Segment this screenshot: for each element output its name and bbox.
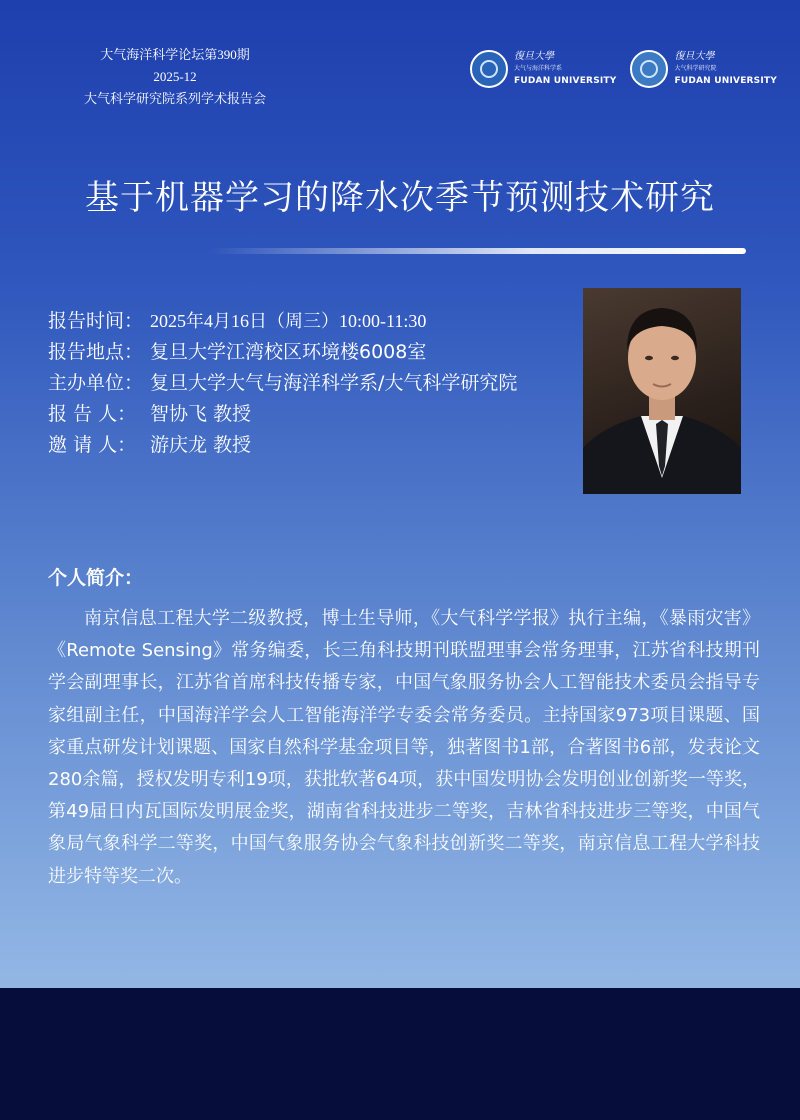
dept-logo [470, 50, 616, 88]
report-title: 基于机器学习的降水次季节预测技术研究 [85, 178, 715, 218]
speaker-value: 智协飞 教授 [150, 403, 252, 425]
info-location [48, 337, 588, 368]
bio-text: 南京信息工程大学二级教授，博士生导师，《大气科学学报》执行主编，《暴雨灾害》《Remote Sensing》常务编委，长三角科技期刊联盟理事会常务理事，江苏省科技期刊学会副理事长，江苏省首席科技传播专家，中国气象服务协会人工智能技术委员会指导专家组副主任，中国海洋学会人工智能海洋学专委会常务委员。主持国家973项目课题、国家重点研发计划课题、国家自然科学基金项目等，独著图书1部，合著图书6部，发表论文280余篇，授权发明专利19项，获批软著64项，获中国发明协会发明创业创新奖一等奖，第49届日内瓦国际发明展金奖，湖南省科技进步二等奖，吉林省科技进步三等奖，中国气象局气象科学二等奖，中国气象服务协会气象科技创新奖二等奖，南京信息工程大学科技进步特等奖二次。 [48, 608, 760, 887]
info-host [48, 368, 588, 399]
footer-band [0, 988, 800, 1120]
forum-date: 2025-12 [153, 69, 197, 84]
dept-logo-en: FUDAN UNIVERSITY [514, 76, 617, 86]
title-underline [210, 248, 746, 254]
report-info [48, 306, 588, 461]
time-value: 2025年4月16日（周三）10:00-11:30 [150, 311, 427, 331]
speaker-label: 报 告 人： [48, 403, 137, 425]
forum-series: 大气科学研究院系列学术报告会 [83, 91, 266, 106]
forum-header [60, 44, 290, 110]
host-value: 复旦大学大气与海洋科学系/大气科学研究院 [150, 372, 518, 394]
info-inviter [48, 430, 588, 461]
info-speaker [48, 399, 588, 430]
institute-seal-icon [630, 50, 668, 88]
speaker-portrait-icon [583, 288, 741, 494]
inviter-value: 游庆龙 教授 [150, 434, 252, 456]
info-time [48, 306, 588, 337]
time-label: 报告时间： [48, 310, 144, 332]
host-label: 主办单位： [48, 372, 144, 394]
bio-heading: 个人简介： [48, 567, 144, 589]
location-value: 复旦大学江湾校区环境楼6008室 [150, 341, 427, 363]
forum-issue: 大气海洋科学论坛第390期 [100, 47, 250, 62]
logo-group [470, 50, 777, 88]
institute-logo-sub: 大气科学研究院 [674, 65, 717, 72]
institute-logo [630, 50, 776, 88]
location-label: 报告地点： [48, 341, 144, 363]
fudan-seal-icon [470, 50, 508, 88]
dept-logo-cn: 復旦大學 [514, 51, 554, 62]
institute-logo-en: FUDAN UNIVERSITY [674, 76, 777, 86]
inviter-label: 邀 请 人： [48, 434, 137, 456]
institute-logo-cn: 復旦大學 [674, 51, 715, 62]
dept-logo-sub: 大气与海洋科学系 [514, 65, 563, 72]
speaker-photo [583, 288, 741, 494]
